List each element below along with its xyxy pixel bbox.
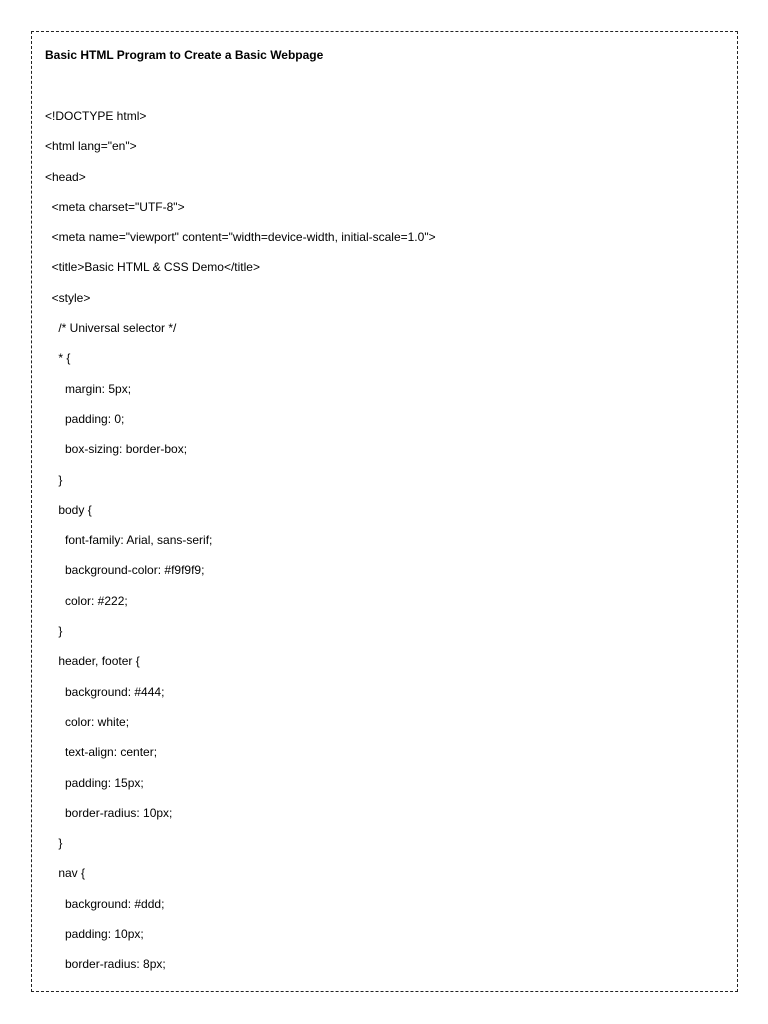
code-line: <head>	[45, 169, 86, 184]
code-line: <meta charset="UTF-8">	[45, 199, 185, 214]
code-line: }	[45, 472, 63, 487]
code-line: background: #ddd;	[45, 896, 165, 911]
code-line: <style>	[45, 290, 91, 305]
code-line: }	[45, 836, 63, 851]
code-line: padding: 0;	[45, 411, 125, 426]
code-line: margin: 5px;	[45, 381, 132, 396]
code-block	[45, 108, 725, 987]
code-line: <!DOCTYPE html>	[45, 109, 147, 123]
document-title: Basic HTML Program to Create a Basic Webpage	[45, 48, 324, 62]
code-line: border-radius: 8px;	[45, 957, 166, 972]
code-line: color: #222;	[45, 593, 128, 608]
code-line: nav {	[45, 866, 86, 881]
code-line: /* Universal selector */	[45, 321, 177, 336]
code-line: <html lang="en">	[45, 139, 137, 154]
code-line: background-color: #f9f9f9;	[45, 563, 205, 578]
code-line: text-align: center;	[45, 745, 158, 760]
code-line: body {	[45, 502, 92, 517]
code-line: <title>Basic HTML & CSS Demo</title>	[45, 260, 260, 275]
code-line: <meta name="viewport" content="width=device-width, initial-scale=1.0">	[45, 230, 436, 245]
code-line: font-family: Arial, sans-serif;	[45, 533, 213, 548]
code-line: }	[45, 624, 63, 639]
code-line: color: white;	[45, 714, 130, 729]
code-line: padding: 10px;	[45, 927, 144, 942]
code-line: border-radius: 10px;	[45, 805, 173, 820]
code-line: padding: 15px;	[45, 775, 144, 790]
code-line: box-sizing: border-box;	[45, 442, 188, 457]
code-line: background: #444;	[45, 684, 165, 699]
code-line: * {	[45, 351, 71, 366]
code-line: header, footer {	[45, 654, 140, 669]
